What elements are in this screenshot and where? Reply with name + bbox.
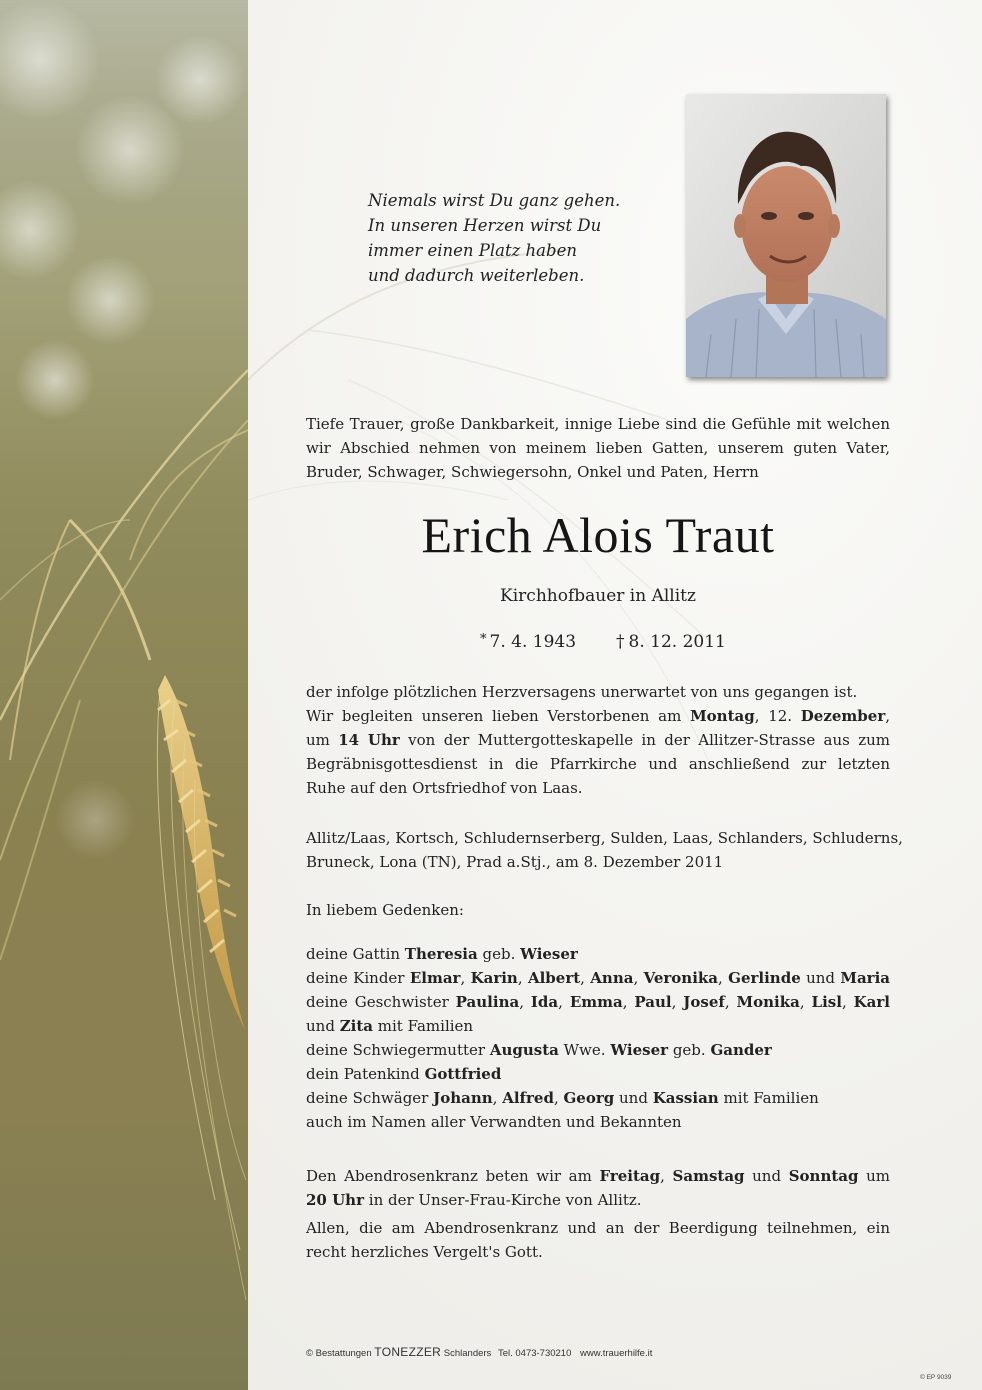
print-code: © EP 9039	[920, 1374, 952, 1381]
death-symbol: †	[616, 632, 625, 652]
wheat-photo	[0, 0, 248, 1390]
quote-line: In unseren Herzen wirst Du	[368, 216, 602, 235]
birth-date: 7. 4. 1943	[489, 632, 577, 652]
footer-phone: Tel. 0473-730210	[497, 1348, 572, 1359]
quote-line: Niemals wirst Du ganz gehen.	[368, 191, 621, 210]
mourner-row: deine Schwiegermutter Augusta Wwe. Wieser geb. Gander	[306, 1041, 772, 1059]
footer-website[interactable]: www.trauerhilfe.it	[580, 1348, 653, 1359]
announcement-line: Begräbnisgottesdienst in die Pfarrkirche und anschließend zur letzten	[306, 755, 890, 773]
thanks-line: Allen, die am Abendrosenkranz und an der Beerdigung teilnehmen, ein	[306, 1219, 890, 1237]
announcement-line: Wir begleiten unseren lieben Verstorbenen am Montag, 12. Dezember,	[306, 707, 890, 725]
places-line: Bruneck, Lona (TN), Prad a.Stj., am 8. Dezember 2011	[306, 853, 724, 871]
portrait-photo	[686, 94, 886, 377]
mourner-row: dein Patenkind Gottfried	[306, 1065, 502, 1083]
mourner-row: auch im Namen aller Verwandten und Bekannten	[306, 1113, 682, 1131]
memorial-quote	[368, 188, 628, 288]
deceased-occupation: Kirchhofbauer in Allitz	[500, 586, 696, 606]
quote-line: und dadurch weiterleben.	[368, 266, 585, 285]
life-dates	[480, 632, 726, 652]
funeral-home-footer	[306, 1345, 652, 1359]
announcement-line: der infolge plötzlichen Herzversagens unerwartet von uns gegangen ist.	[306, 683, 858, 701]
mourner-row: deine Geschwister Paulina, Ida, Emma, Paul, Josef, Monika, Lisl, Karl	[306, 993, 890, 1011]
announcement-paragraph	[306, 680, 890, 800]
rosary-line: Den Abendrosenkranz beten wir am Freitag, Samstag und Sonntag um	[306, 1167, 891, 1185]
mourners-list	[306, 942, 890, 1134]
mourner-row: deine Schwäger Johann, Alfred, Georg und Kassian mit Familien	[306, 1089, 819, 1107]
mourners-section	[306, 898, 890, 922]
mourner-row: deine Gattin Theresia geb. Wieser	[306, 945, 578, 963]
intro-line: Bruder, Schwager, Schwiegersohn, Onkel und Paten, Herrn	[306, 463, 759, 481]
intro-line: wir Abschied nehmen von meinem lieben Gatten, unserem guten Vater,	[306, 439, 890, 457]
deceased-name: Erich Alois Traut	[421, 507, 775, 563]
birth-symbol: *	[480, 632, 487, 647]
mourners-heading: In liebem Gedenken:	[306, 901, 464, 919]
quote-line: immer einen Platz haben	[368, 241, 577, 260]
intro-line: Tiefe Trauer, große Dankbarkeit, innige Liebe sind die Gefühle mit welchen	[306, 415, 890, 433]
footer-city: Schlanders	[443, 1348, 492, 1359]
death-date: 8. 12. 2011	[628, 632, 726, 652]
announcement-line: um 14 Uhr von der Muttergotteskapelle in der Allitzer-Strasse aus zum	[306, 731, 890, 749]
mourner-row: deine Kinder Elmar, Karin, Albert, Anna, Veronika, Gerlinde und Maria	[306, 969, 891, 987]
places-line: Allitz/Laas, Kortsch, Schludernserberg, Sulden, Laas, Schlanders, Schluderns,	[306, 829, 903, 847]
rosary-paragraph	[306, 1164, 890, 1264]
announcement-line: Ruhe auf den Ortsfriedhof von Laas.	[306, 779, 583, 797]
mourner-row: und Zita mit Familien	[306, 1017, 474, 1035]
places-paragraph	[306, 826, 903, 874]
intro-paragraph	[306, 412, 890, 484]
thanks-line: recht herzliches Vergelt's Gott.	[306, 1243, 543, 1261]
rosary-line: 20 Uhr in der Unser-Frau-Kirche von Allitz.	[306, 1191, 642, 1209]
footer-copyright: © Bestattungen	[306, 1348, 372, 1359]
funeral-home-name: TONEZZER	[374, 1345, 442, 1359]
